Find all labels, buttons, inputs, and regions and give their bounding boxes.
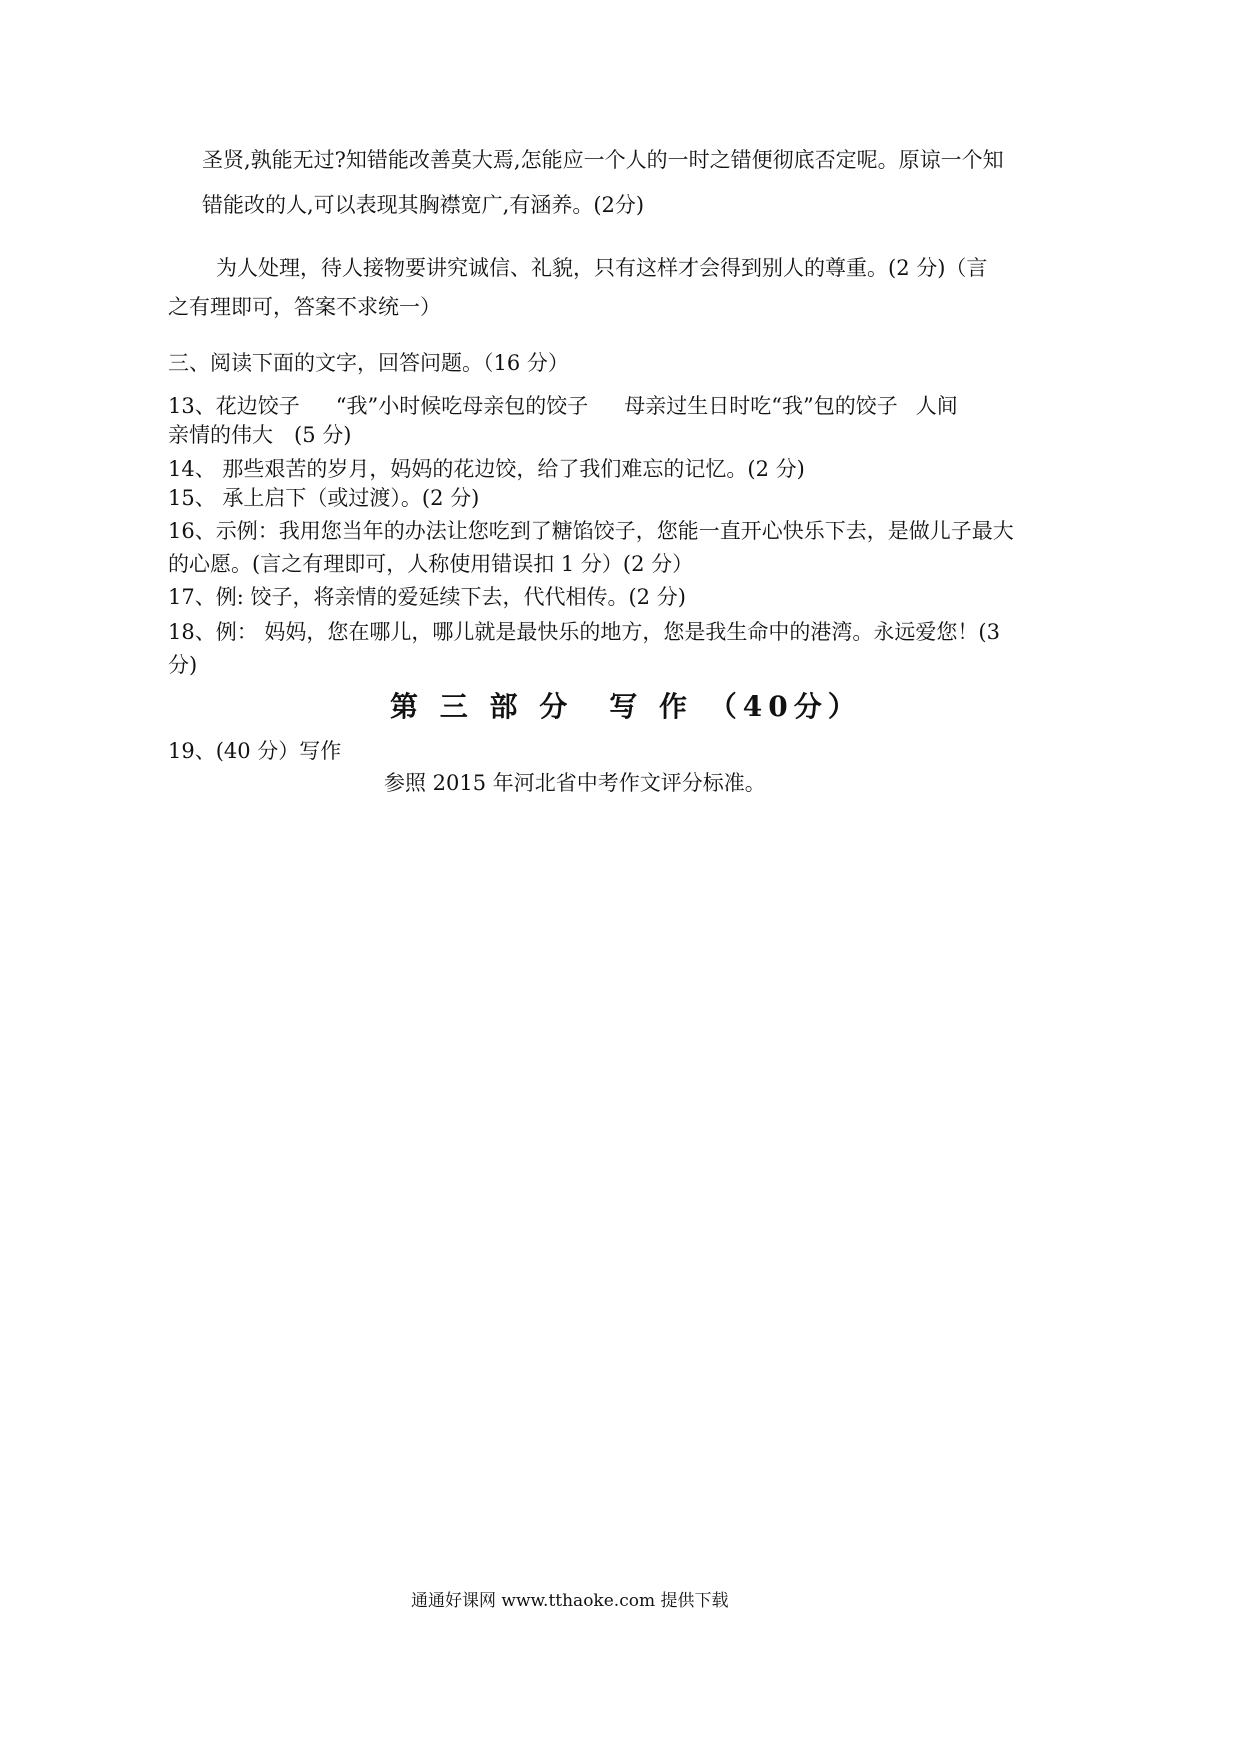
answer-16-line2: 的心愿。(言之有理即可，人称使用错误扣 1 分）(2 分） [168,552,694,576]
answer-19: 19、(40 分）写作 [168,739,342,763]
answer-14: 14、 那些艰苦的岁月，妈妈的花边饺，给了我们难忘的记忆。(2 分) [168,457,805,481]
answer-13-number: 13、花边饺子 [168,394,300,418]
answer-17: 17、例: 饺子，将亲情的爱延续下去，代代相传。(2 分) [168,585,686,609]
answer-13-part-b: 母亲过生日时吃“我”包的饺子 [624,394,898,418]
answer-text-line: 圣贤,孰能无过?知错能改善莫大焉,怎能应一个人的一时之错便彻底否定呢。原谅一个知 [202,148,1004,172]
answer-13-part-c: 人间 [915,394,958,418]
part-heading-subtitle: 写 作 （40分） [609,690,862,723]
answer-18-line1: 18、例： 妈妈，您在哪儿，哪儿就是最快乐的地方，您是我生命中的港湾。永远爱您！(3 [168,620,1000,644]
part-heading-title: 第 三 部 分 [390,690,574,723]
answer-text-line: 之有理即可，答案不求统一） [168,295,441,319]
answer-text-line: 为人处理，待人接物要讲究诚信、礼貌，只有这样才会得到别人的尊重。(2 分)（言 [216,256,988,280]
answer-13 [168,396,958,417]
footer-source: 通通好课网 www.tthaoke.com 提供下载 [411,1591,729,1611]
part-heading [390,690,862,723]
answer-13-continuation: 亲情的伟大 (5 分) [168,423,352,447]
answer-18-line2: 分) [168,653,198,677]
section-title: 三、阅读下面的文字，回答问题。（16 分） [168,351,569,375]
answer-13-part-a: “我”小时候吃母亲包的饺子 [335,394,589,418]
answer-text-line: 错能改的人,可以表现其胸襟宽广,有涵养。(2分) [202,193,645,217]
answer-15: 15、 承上启下（或过渡）。(2 分) [168,486,480,510]
answer-16-line1: 16、示例：我用您当年的办法让您吃到了糖馅饺子，您能一直开心快乐下去，是做儿子最大 [168,519,1014,543]
scoring-standard: 参照 2015 年河北省中考作文评分标准。 [384,771,766,795]
